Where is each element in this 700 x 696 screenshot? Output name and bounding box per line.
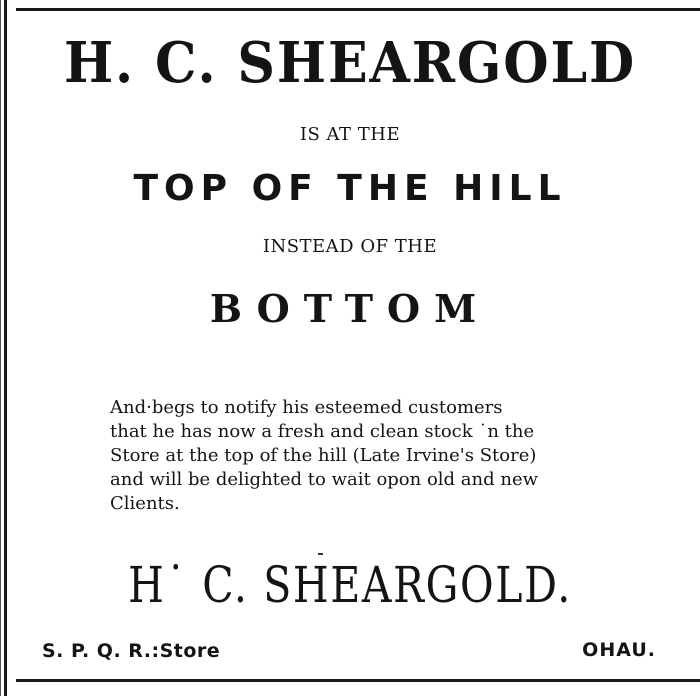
is-at-line: IS AT THE: [299, 124, 401, 145]
left-margin-rule: [4, 0, 7, 696]
headline-name: H. C. SHEARGOLD: [63, 30, 636, 96]
paragraph-line: and will be delighted to wait opon old and new: [110, 469, 539, 490]
bottom-line: BOTTOM: [209, 286, 491, 331]
instead-line: INSTEAD OF THE: [262, 236, 438, 257]
left-margin-rule-thin: [0, 0, 1, 696]
location-name: OHAU.: [582, 639, 656, 661]
notice-paragraph: [110, 396, 580, 516]
print-mark: [318, 553, 323, 555]
signature-name: H˙ C. SHEARGOLD.: [128, 556, 572, 614]
paragraph-line: Clients.: [110, 493, 180, 514]
paragraph-line: Store at the top of the hill (Late Irvine's Store): [110, 445, 537, 466]
paragraph-line: that he has now a fresh and clean stock ˙n the: [110, 421, 535, 442]
paragraph-line: And·begs to notify his esteemed customers: [110, 397, 503, 418]
store-name: S. P. Q. R.:Store: [42, 640, 221, 662]
top-of-hill-line: TOP OF THE HILL: [133, 168, 567, 209]
